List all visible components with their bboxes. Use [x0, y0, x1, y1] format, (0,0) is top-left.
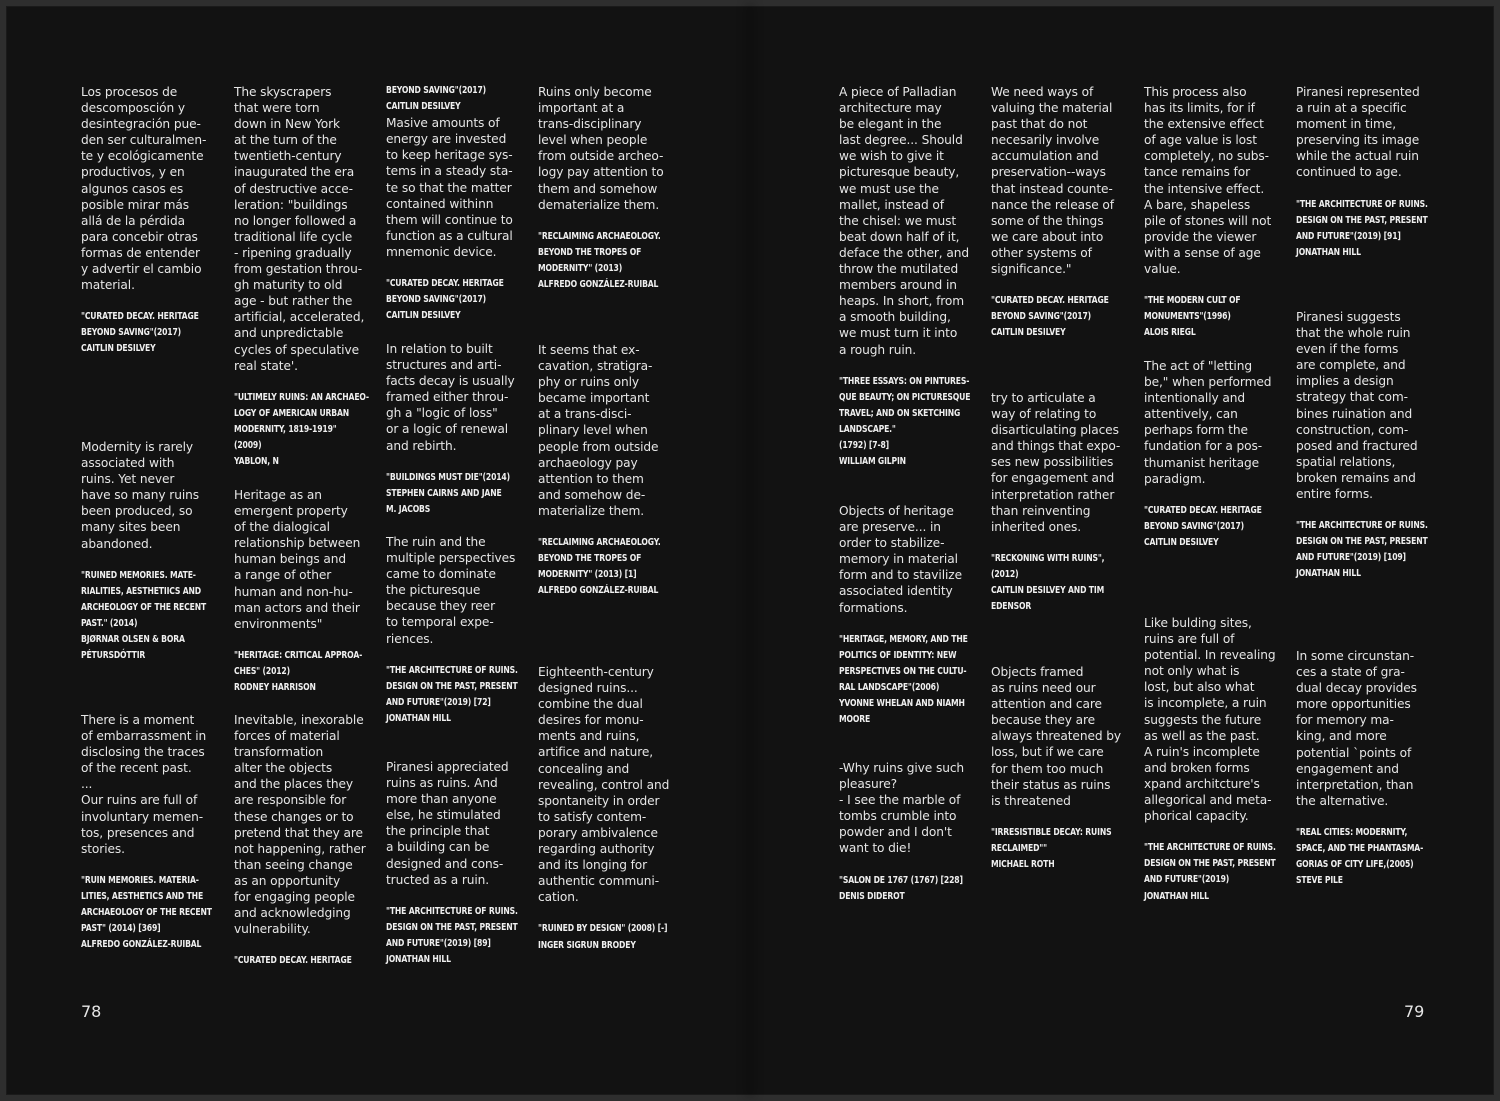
quote-citation: "THE MODERN CULT OF MONUMENTS"(1996) ALOIS RIEGL — [1144, 295, 1241, 339]
quote-citation: "HERITAGE: CRITICAL APPROA- CHES" (2012) RODNEY HARRISON — [234, 649, 363, 694]
quote-text: Modernity is rarely associated with ruins. Yet never have so many ruins been produced, so many sites been abandoned. — [81, 440, 200, 551]
quote-text: In some circunstan- ces a state of gra- dual decay provides more opportunities for memory ma- king, and more potential `points of engagement and interpretation, than the alternative. — [1296, 649, 1417, 808]
quote-block — [1296, 648, 1432, 889]
quote-text: This process also has its limits, for if the extensive effect of age value is lost completely, no subs- tance remains for the intensive effect. A bare, shapeless pile of stones will not provide the viewer with a sense of age value. — [1144, 85, 1272, 277]
quote-text: -Why ruins give such pleasure? - I see the marble of tombs crumble into powder and I don't want to die! — [839, 761, 965, 856]
quote-text: Like bulding sites, ruins are full of potential. In revealing not only what is lost, but also what is incomplete, a ruin suggests the future as well as the past. A ruin's incomplete and broken forms xpand architcture's allegorical and meta- phorical capacity. — [1144, 616, 1276, 824]
quote-text: A piece of Palladian architecture may be elegant in the last degree... Should we wish to give it picturesque beauty, we must use the mallet, instead of the chisel: we must beat down half of it, deface the other, and throw the mutilated members around in heaps. In short, from a smooth building, we must turn it into a rough ruin. — [839, 85, 969, 357]
quote-citation: "CURATED DECAY. HERITAGE BEYOND SAVING"(2017) CAITLIN DESILVEY — [991, 295, 1109, 339]
quote-block — [1296, 309, 1432, 583]
quote-text: Inevitable, inexorable forces of material transformation alter the objects and the places they are responsible for these changes or to pretend that they are not happening, rather than seeing change as an opportunity for engaging people and acknowledging vulnerability. — [234, 713, 366, 937]
quote-citation: "CURATED DECAY. HERITAGE BEYOND SAVING"(2017) CAITLIN DESILVEY — [81, 311, 199, 355]
quote-citation: "THE ARCHITECTURE OF RUINS. DESIGN ON THE PAST, PRESENT AND FUTURE"(2019) [89] JONATHAN HILL — [386, 905, 518, 966]
quote-block — [386, 341, 522, 518]
quote-citation: "THREE ESSAYS: ON PINTURES- QUE BEAUTY; ON PICTURESQUE TRAVEL; AND ON SKETCHING LANDSCAPE." (1792) [7-8] WILLIAM GILPIN — [839, 375, 971, 468]
column-2 — [234, 6, 370, 1095]
quote-text: The act of "letting be," when performed intentionally and attentively, can perhaps form the fundation for a pos- thumanist heritage paradigm. — [1144, 359, 1272, 486]
quote-block — [1144, 84, 1280, 341]
book-spread — [6, 6, 1494, 1095]
quote-text: Objects of heritage are preserve... in order to stabilize- memory in material form and to stavilize associated identity formations. — [839, 504, 962, 615]
quote-block — [81, 84, 217, 358]
quote-text: Masive amounts of energy are invested to keep heritage sys- tems in a steady sta- te so that the matter contained withinn them will continue to function as a cultural mnemonic device. — [386, 116, 513, 259]
quote-citation: "RECKONING WITH RUINS", (2012) CAITLIN DESILVEY AND TIM EDENSOR — [991, 552, 1105, 613]
quote-block — [234, 84, 370, 470]
quote-citation: "RUINED MEMORIES. MATE- RIALITIES, AESTHETIICS AND ARCHEOLOGY OF THE RECENT PAST." (2014) BJØRNAR OLSEN & BORA PÉTURSDÓTTIR — [81, 569, 207, 662]
quote-citation: "THE ARCHITECTURE OF RUINS. DESIGN ON THE PAST, PRESENT AND FUTURE"(2019) [91] JONATHAN HILL — [1296, 198, 1428, 258]
quote-block — [1296, 84, 1432, 261]
quote-text: Objects framed as ruins need our attention and care because they are always threatened by loss, but if we care for them too much their status as ruins is threatened — [991, 665, 1121, 808]
quote-block — [1144, 615, 1280, 905]
quote-text: Piranesi represented a ruin at a specific moment in time, preserving its image while the actual ruin continued to age. — [1296, 85, 1420, 180]
quote-citation: "THE ARCHITECTURE OF RUINS. DESIGN ON THE PAST, PRESENT AND FUTURE"(2019) [72] JONATHAN HILL — [386, 664, 518, 724]
quote-citation: "IRRESISTIBLE DECAY: RUINS RECLAIMED"" MICHAEL ROTH — [991, 826, 1112, 871]
quote-text: try to articulate a way of relating to disarticulating places and things that expo- ses new possibilities for engagement and interpretation rather than reinventing inherited ones. — [991, 391, 1121, 534]
quote-text: The ruin and the multiple perspectives came to dominate the picturesque because they reer to temporal expe- riences. — [386, 535, 516, 646]
quote-citation: "THE ARCHITECTURE OF RUINS. DESIGN ON THE PAST, PRESENT AND FUTURE"(2019) [109] JONATHAN HILL — [1296, 520, 1428, 580]
quote-text: Piranesi appreciated ruins as ruins. And more than anyone else, he stimulated the principle that a building can be designed and cons- tructed as a ruin. — [386, 760, 509, 887]
quote-text: We need ways of valuing the material past that do not necesarily involve accumulation and preservation--ways that instead counte- nance the release of some of the things we care about into other systems of significance." — [991, 85, 1114, 277]
quote-citation: "HERITAGE, MEMORY, AND THE POLITICS OF IDENTITY: NEW PERSPECTIVES ON THE CULTU- RAL LANDSCAPE"(2006) YVONNE WHELAN AND NIAMH MOORE — [839, 633, 968, 726]
quote-citation: "THE ARCHITECTURE OF RUINS. DESIGN ON THE PAST, PRESENT AND FUTURE"(2019) JONATHAN HILL — [1144, 842, 1276, 902]
quote-text: Ruins only become important at a trans-disciplinary level when people from outside archeo- logy pay attention to them and somehow dematerialize them. — [538, 85, 664, 212]
column-6 — [991, 6, 1127, 1095]
quote-block — [81, 712, 217, 953]
quote-text: The skyscrapers that were torn down in New York at the turn of the twentieth-century inaugurated the era of destructive acce- leration: "buildings no longer followed a traditional life cycle - ripening gradually from gestation throu- gh maturity to old age - but rather the artificial, accelerated, and unpredictable cycles of speculative real state'. — [234, 85, 365, 373]
quote-text: In relation to built structures and arti- facts decay is usually framed either throu- gh a "logic of loss" or a logic of renewal and rebirth. — [386, 342, 515, 453]
quote-block — [839, 760, 975, 905]
quote-citation: "RECLAIMING ARCHAEOLOGY. BEYOND THE TROPES OF MODERNITY" (2013) ALFREDO GONZÁLEZ-RUIBAL — [538, 230, 661, 291]
column-7 — [1144, 6, 1280, 1095]
quote-block — [386, 534, 522, 727]
quote-block — [234, 487, 370, 696]
quote-block — [839, 503, 975, 728]
quote-block — [839, 84, 975, 470]
quote-block — [386, 83, 522, 324]
page-number-right: 79 — [1404, 1002, 1425, 1021]
column-8 — [1296, 6, 1432, 1095]
page-number-left: 78 — [81, 1002, 102, 1021]
quote-citation: "SALON DE 1767 (1767) [228] DENIS DIDEROT — [839, 874, 963, 902]
quote-text: Eighteenth-century designed ruins... combine the dual desires for monu- ments and ruins, artifice and nature, concealing and revealing, control and spontaneity in order to satisfy contem- porary ambivalence regarding authority and its longing for authentic communi- cation. — [538, 665, 670, 905]
column-4 — [538, 6, 674, 1095]
quote-block — [991, 664, 1127, 873]
quote-block — [81, 439, 217, 664]
quote-citation: "BUILDINGS MUST DIE"(2014) STEPHEN CAIRNS AND JANE M. JACOBS — [386, 471, 510, 515]
quote-block — [538, 664, 674, 954]
quote-citation: "CURATED DECAY. HERITAGE BEYOND SAVING"(2017) CAITLIN DESILVEY — [386, 278, 504, 322]
quote-block — [538, 342, 674, 599]
quote-block — [538, 84, 674, 293]
quote-citation: "RUINED BY DESIGN" (2008) [-] INGER SIGRUN BRODEY — [538, 923, 668, 951]
quote-block — [991, 84, 1127, 341]
quote-citation: "REAL CITIES: MODERNITY, SPACE, AND THE PHANTASMA- GORIAS OF CITY LIFE,(2005) STEVE PILE — [1296, 826, 1424, 887]
quote-text: Los procesos de descomposción y desintegración pue- den ser culturalmen- te y ecológicamente productivos, y en algunos casos es posible mirar más allá de la pérdida para concebir otras formas de entender y advertir el cambio material. — [81, 85, 207, 293]
quote-citation: "CURATED DECAY. HERITAGE BEYOND SAVING"(2017) CAITLIN DESILVEY — [1144, 504, 1262, 548]
column-3 — [386, 6, 522, 1095]
quote-citation: "RUIN MEMORIES. MATERIA- LITIES, AESTHETICS AND THE ARCHAEOLOGY OF THE RECENT PAST" (2014) [369] ALFREDO GONZÁLEZ-RUIBAL — [81, 874, 212, 951]
column-1 — [81, 6, 217, 1095]
column-5 — [839, 6, 975, 1095]
quote-citation: "ULTIMELY RUINS: AN ARCHAEO- LOGY OF AMERICAN URBAN MODERNITY, 1819-1919" (2009) YABLON, N — [234, 391, 369, 468]
quote-text: Heritage as an emergent property of the dialogical relationship between human beings and a range of other human and non-hu- man actors and their environments" — [234, 488, 361, 631]
quote-citation: BEYOND SAVING"(2017) CAITLIN DESILVEY — [386, 85, 487, 113]
quote-text: Piranesi suggests that the whole ruin even if the forms are complete, and implies a design strategy that com- bines ruination and construction, com- posed and fractured spatial relations, broken remains and entire forms. — [1296, 310, 1418, 502]
quote-text: It seems that ex- cavation, stratigra- phy or ruins only became important at a trans-disci- plinary level when people from outside archaeology pay attention to them and somehow de- materialize them. — [538, 343, 659, 518]
quote-block — [1144, 358, 1280, 551]
quote-citation: "CURATED DECAY. HERITAGE — [234, 955, 352, 967]
quote-block — [234, 712, 370, 969]
quote-citation: "RECLAIMING ARCHAEOLOGY. BEYOND THE TROPES OF MODERNITY" (2013) [1] ALFREDO GONZÁLEZ-RUIBAL — [538, 537, 661, 597]
quote-block — [386, 759, 522, 968]
quote-text: There is a moment of embarrassment in disclosing the traces of the recent past. ... Our ruins are full of involuntary memen- tos, presences and stories. — [81, 713, 207, 856]
quote-block — [991, 390, 1127, 615]
